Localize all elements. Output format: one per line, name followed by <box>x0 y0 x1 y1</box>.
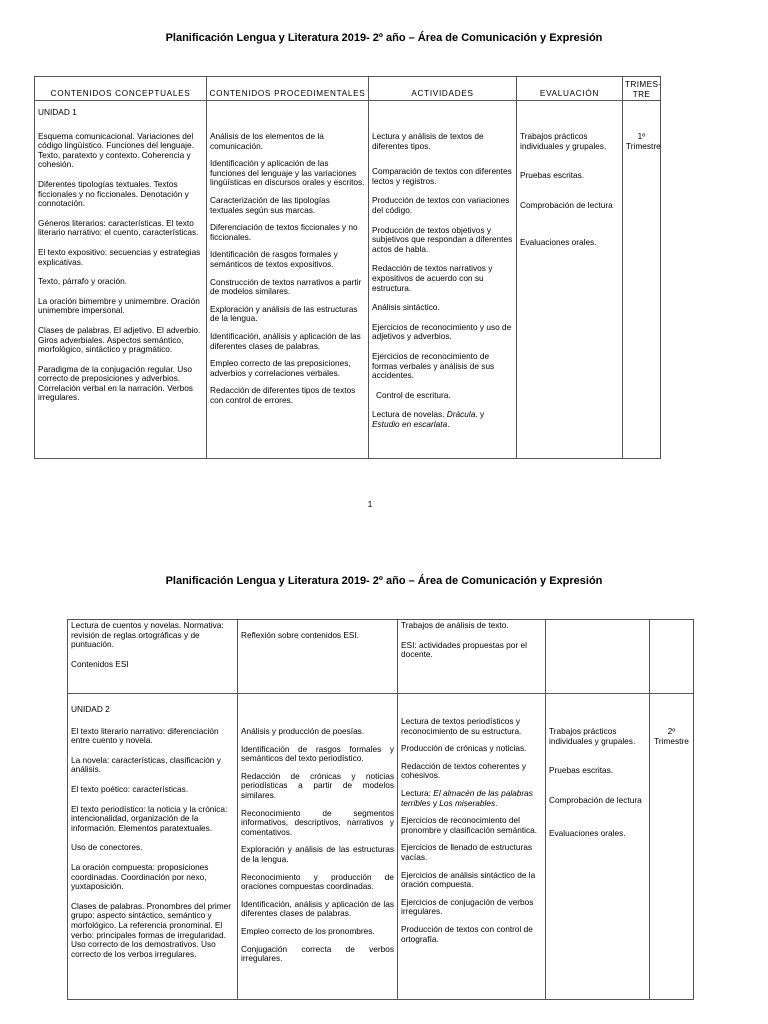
page-title: Planificación Lengua y Literatura 2019- 2º año – Área de Comunicación y Expresión <box>165 32 603 44</box>
content-item: Ejercicios de llenado de estructuras vacías. <box>401 842 532 862</box>
actividades-cell <box>398 694 546 1000</box>
content-item: Identificación de rasgos formales y semánticos de textos expositivos. <box>210 249 338 269</box>
content-item: Diferentes tipologías textuales. Textos ficcionales y no ficcionales. Denotación y connotación. <box>38 178 189 209</box>
content-item: Paradigma de la conjugación regular. Uso correcto de preposiciones y adverbios. Correlación verbal en la narración. Verbos irregulares. <box>38 363 193 403</box>
content-item: El texto poético: características. <box>71 783 189 794</box>
planning-table-unit1 <box>34 76 661 459</box>
content-item: Esquema comunicacional. Variaciones del código lingüístico. Funciones del lenguaje. Texto, paratexto y contexto. Coherencia y cohesión. <box>38 130 194 170</box>
book-title: Drácula <box>446 409 476 420</box>
content-item: Texto, párrafo y oración. <box>38 276 128 287</box>
content-item: Caracterización de las tipologías textuales según sus marcas. <box>210 194 330 215</box>
header-trimestre: TRIMES-TRE <box>623 77 661 101</box>
conceptuales-cell <box>68 694 238 1000</box>
trimestre-cell <box>623 101 661 459</box>
content-item: Clases de palabras. El adjetivo. El adverbio. Giros adverbiales. Aspectos semántico, morfológico, sintáctico y pragmático. <box>38 324 201 355</box>
procedimentales-cell <box>207 101 369 459</box>
reading-item: Lectura de novelas. Drácula. y Estudio en escarlata. <box>372 409 485 429</box>
content-item: Identificación, análisis y aplicación de las diferentes clases de palabras. <box>241 898 394 919</box>
content-item: Ejercicios de reconocimiento del pronombre y clasificación semántica. <box>401 815 538 835</box>
content-item: El texto periodístico: la noticia y la crónica: intencionalidad, organización de la información. Elementos paratextuales. <box>71 803 228 833</box>
header-procedimentales: CONTENIDOS PROCEDIMENTALES <box>207 77 369 101</box>
trimestre-label: 1º Trimestre <box>626 131 661 151</box>
content-item: Clases de palabras. Pronombres del primer grupo: aspecto sintáctico, semántico y morfológico. La referencia pronominal. El verbo: principales formas de irregularidad. Uso correcto de los demostrativos. Uso correcto de los verbos irregulares. <box>71 900 232 959</box>
header-conceptuales: CONTENIDOS CONCEPTUALES <box>35 77 207 101</box>
content-item: Géneros literarios: características. El texto literario narrativo: el cuento, características. <box>38 217 199 238</box>
content-item: ESI: actividades propuestas por el docente. <box>401 639 527 660</box>
content-item: Análisis de los elementos de la comunicación. <box>210 131 324 151</box>
procedimentales-cell <box>238 694 398 1000</box>
page-title: Planificación Lengua y Literatura 2019- 2º año – Área de Comunicación y Expresión <box>165 575 603 587</box>
content-item: Producción de crónicas y noticias. <box>401 743 527 754</box>
content-item: Uso de conectores. <box>71 842 143 853</box>
content-item: Redacción de textos narrativos y expositivos de acuerdo con su estructura. <box>372 263 493 293</box>
header-evaluacion: EVALUACIÓN <box>517 77 623 101</box>
content-item: Lectura de textos periodísticos y reconocimiento de su estructura. <box>401 716 522 736</box>
trimestre-label: 2º Trimestre <box>654 726 689 746</box>
top-procedimentales-cell <box>238 620 398 694</box>
content-item: Contenidos ESI <box>71 658 129 669</box>
content-item: Redacción de diferentes tipos de textos con control de errores. <box>210 385 356 405</box>
actividades-cell <box>369 101 517 459</box>
content-item: Ejercicios de reconocimiento y uso de adjetivos y adverbios. <box>372 321 512 342</box>
trimestre-cell <box>650 694 694 1000</box>
content-item: Conjugación correcta de verbos irregulares. <box>241 943 394 964</box>
book-title: Los miserables <box>439 797 496 808</box>
content-item: El texto literario narrativo: diferenciación entre cuento y novela. <box>71 725 219 746</box>
header-actividades: ACTIVIDADES <box>369 77 517 101</box>
content-item: Producción de textos objetivos y subjetivos que respondan a diferentes actos de habla. <box>372 224 513 254</box>
content-item: Identificación, análisis y aplicación de las diferentes clases de palabras. <box>210 330 361 351</box>
content-item: Identificación de rasgos formales y semánticos del texto periodístico. <box>241 743 394 764</box>
content-item: Comparación de textos con diferentes lectos y registros. <box>372 166 512 186</box>
page-number: 1 <box>367 499 373 509</box>
content-item: Evaluaciones orales. <box>549 828 626 839</box>
top-evaluacion-cell <box>546 620 650 694</box>
content-item: Redacción de crónicas y noticias periodísticas a partir de modelos similares. <box>241 770 394 800</box>
book-title: El almacén de las palabras terribles <box>401 787 533 808</box>
content-item: Empleo correcto de las preposiciones, adverbios y correlaciones verbales. <box>210 358 351 378</box>
reading-item: Lectura: El almacén de las palabras terribles y Los miserables. <box>401 787 533 808</box>
content-item: Diferenciación de textos ficcionales y no ficcionales. <box>210 222 358 242</box>
content-item: Exploración y análisis de las estructuras de la lengua. <box>241 844 394 864</box>
content-item: Ejercicios de reconocimiento de formas verbales y análisis de sus accidentes. <box>372 350 495 381</box>
content-item: El texto expositivo: secuencias y estrategias explicativas. <box>38 246 201 267</box>
content-item: Exploración y análisis de las estructuras de la lengua. <box>210 303 358 324</box>
content-item: Lectura y análisis de textos de diferentes tipos. <box>372 131 484 151</box>
content-item: Control de escritura. <box>376 389 451 400</box>
book-title: Estudio en escarlata <box>372 418 448 429</box>
unit-label: UNIDAD 1 <box>38 107 77 117</box>
content-item: Ejercicios de conjugación de verbos irregulares. <box>401 896 534 917</box>
top-actividades-cell <box>398 620 546 694</box>
content-item: Reflexión sobre contenidos ESI. <box>241 630 360 640</box>
content-item: Trabajos prácticos individuales y grupales. <box>549 726 636 746</box>
content-item: Empleo correcto de los pronombres. <box>241 925 375 936</box>
top-trimestre-cell <box>650 620 694 694</box>
content-item: Pruebas escritas. <box>520 170 585 181</box>
content-item: Trabajos prácticos individuales y grupales. <box>520 131 607 151</box>
content-item: Identificación y aplicación de las funciones del lenguaje y las variaciones lingüísticas en discursos orales y escritos. <box>210 158 365 188</box>
content-item: Ejercicios de análisis sintáctico de la oración compuesta. <box>401 869 536 890</box>
content-item: La novela: características, clasificación y análisis. <box>71 754 221 775</box>
top-conceptuales-cell <box>68 620 238 694</box>
planning-table-unit2 <box>67 619 694 1000</box>
content-item: Construcción de textos narrativos a partir de modelos similares. <box>210 276 362 297</box>
content-item: Producción de textos con variaciones del código. <box>372 195 510 215</box>
content-item: Pruebas escritas. <box>549 765 614 776</box>
unit-label: UNIDAD 2 <box>71 704 110 714</box>
content-item: Reconocimiento y producción de oraciones compuestas coordinadas. <box>241 871 394 892</box>
content-item: Redacción de textos coherentes y cohesivos. <box>401 760 526 781</box>
content-item: Reconocimiento de segmentos informativos, descriptivos, narrativos y comentativos. <box>241 807 394 837</box>
content-item: Análisis sintáctico. <box>372 302 440 313</box>
content-item: La oración compuesta: proposiciones coordinadas. Coordinación por nexo, yuxtaposición. <box>71 861 209 892</box>
content-item: Comprobación de lectura <box>549 794 642 805</box>
evaluacion-cell <box>517 101 623 459</box>
content-item: Lectura de cuentos y novelas. Normativa: revisión de reglas ortográficas y de puntuación. <box>71 620 224 650</box>
conceptuales-cell <box>35 101 207 459</box>
content-item: Análisis y producción de poesías. <box>241 726 365 736</box>
content-item: Evaluaciones orales. <box>520 237 597 248</box>
content-item: Producción de textos con control de ortografía. <box>401 923 533 944</box>
content-item: Trabajos de análisis de texto. <box>401 620 509 630</box>
content-item: Comprobación de lectura <box>520 199 613 210</box>
evaluacion-cell <box>546 694 650 1000</box>
content-item: La oración bimembre y unimembre. Oración unimembre impersonal. <box>38 295 200 316</box>
